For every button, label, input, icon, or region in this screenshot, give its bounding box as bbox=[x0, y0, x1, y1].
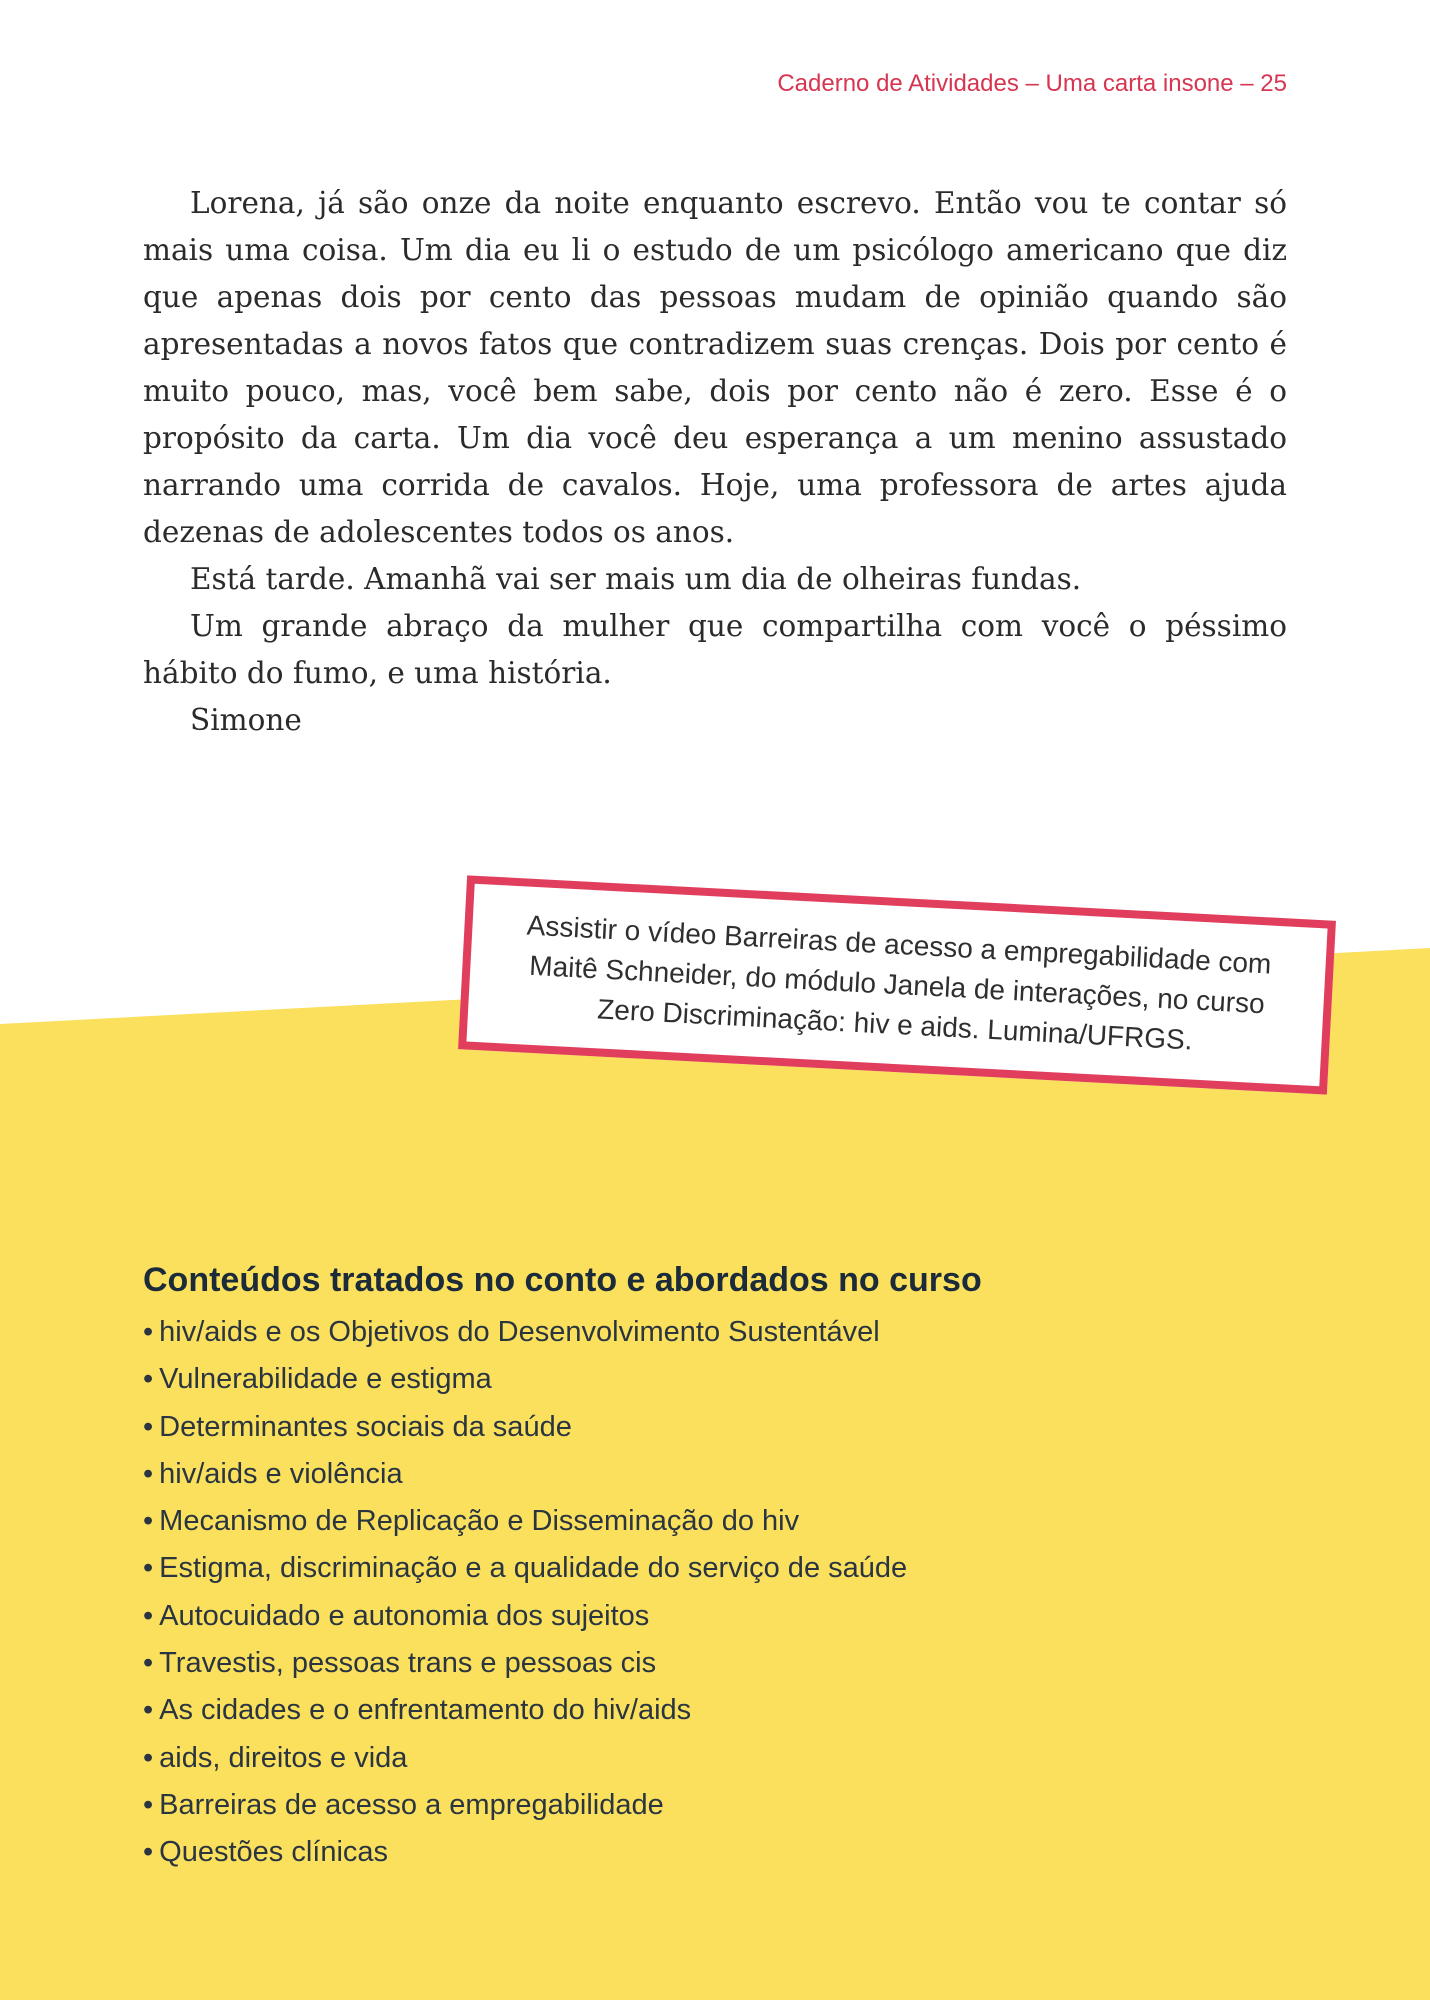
topic-item: • Determinantes sociais da saúde bbox=[143, 1404, 1287, 1451]
letter-body bbox=[143, 180, 1287, 744]
topic-item: • Mecanismo de Replicação e Disseminação do hiv bbox=[143, 1498, 1287, 1545]
topic-item: • Travestis, pessoas trans e pessoas cis bbox=[143, 1640, 1287, 1687]
topics-heading: Conteúdos tratados no conto e abordados no curso bbox=[143, 1261, 982, 1299]
letter-paragraph: Um grande abraço da mulher que compartilha com você o péssimo hábito do fumo, e uma história. bbox=[143, 609, 1287, 690]
topic-item: • hiv/aids e violência bbox=[143, 1451, 1287, 1498]
topic-item: • aids, direitos e vida bbox=[143, 1735, 1287, 1782]
topic-item: • Barreiras de acesso a empregabilidade bbox=[143, 1782, 1287, 1829]
video-callout-text: Assistir o vídeo Barreiras de acesso a empregabilidade com Maitê Schneider, do módulo Janela de interações, no curso Zero Discriminação: hiv e aids. Lumina/UFRGS. bbox=[526, 909, 1273, 1056]
topic-item: • Estigma, discriminação e a qualidade do serviço de saúde bbox=[143, 1545, 1287, 1592]
letter-signature: Simone bbox=[190, 703, 302, 737]
topic-item: • Vulnerabilidade e estigma bbox=[143, 1356, 1287, 1403]
topics-section bbox=[143, 1255, 1287, 1877]
letter-paragraph: Lorena, já são onze da noite enquanto escrevo. Então vou te contar só mais uma coisa. Um dia eu li o estudo de um psicólogo americano que diz que apenas dois por cento das pessoas mudam de opinião quando são apresentadas a novos fatos que contradizem suas crenças. Dois por cento é muito pouco, mas, você bem sabe, dois por cento não é zero. Esse é o propósito da carta. Um dia você deu esperança a um menino assustado narrando uma corrida de cavalos. Hoje, uma professora de artes ajuda dezenas de adolescentes todos os anos. bbox=[143, 186, 1287, 549]
letter-paragraph: Está tarde. Amanhã vai ser mais um dia de olheiras fundas. bbox=[190, 562, 1082, 596]
topic-item: • Autocuidado e autonomia dos sujeitos bbox=[143, 1593, 1287, 1640]
topic-item: • hiv/aids e os Objetivos do Desenvolvimento Sustentável bbox=[143, 1309, 1287, 1356]
topic-item: • Questões clínicas bbox=[143, 1829, 1287, 1876]
topic-list bbox=[143, 1309, 1287, 1877]
topic-item: • As cidades e o enfrentamento do hiv/aids bbox=[143, 1687, 1287, 1734]
running-header: Caderno de Atividades – Uma carta insone – 25 bbox=[777, 70, 1287, 97]
